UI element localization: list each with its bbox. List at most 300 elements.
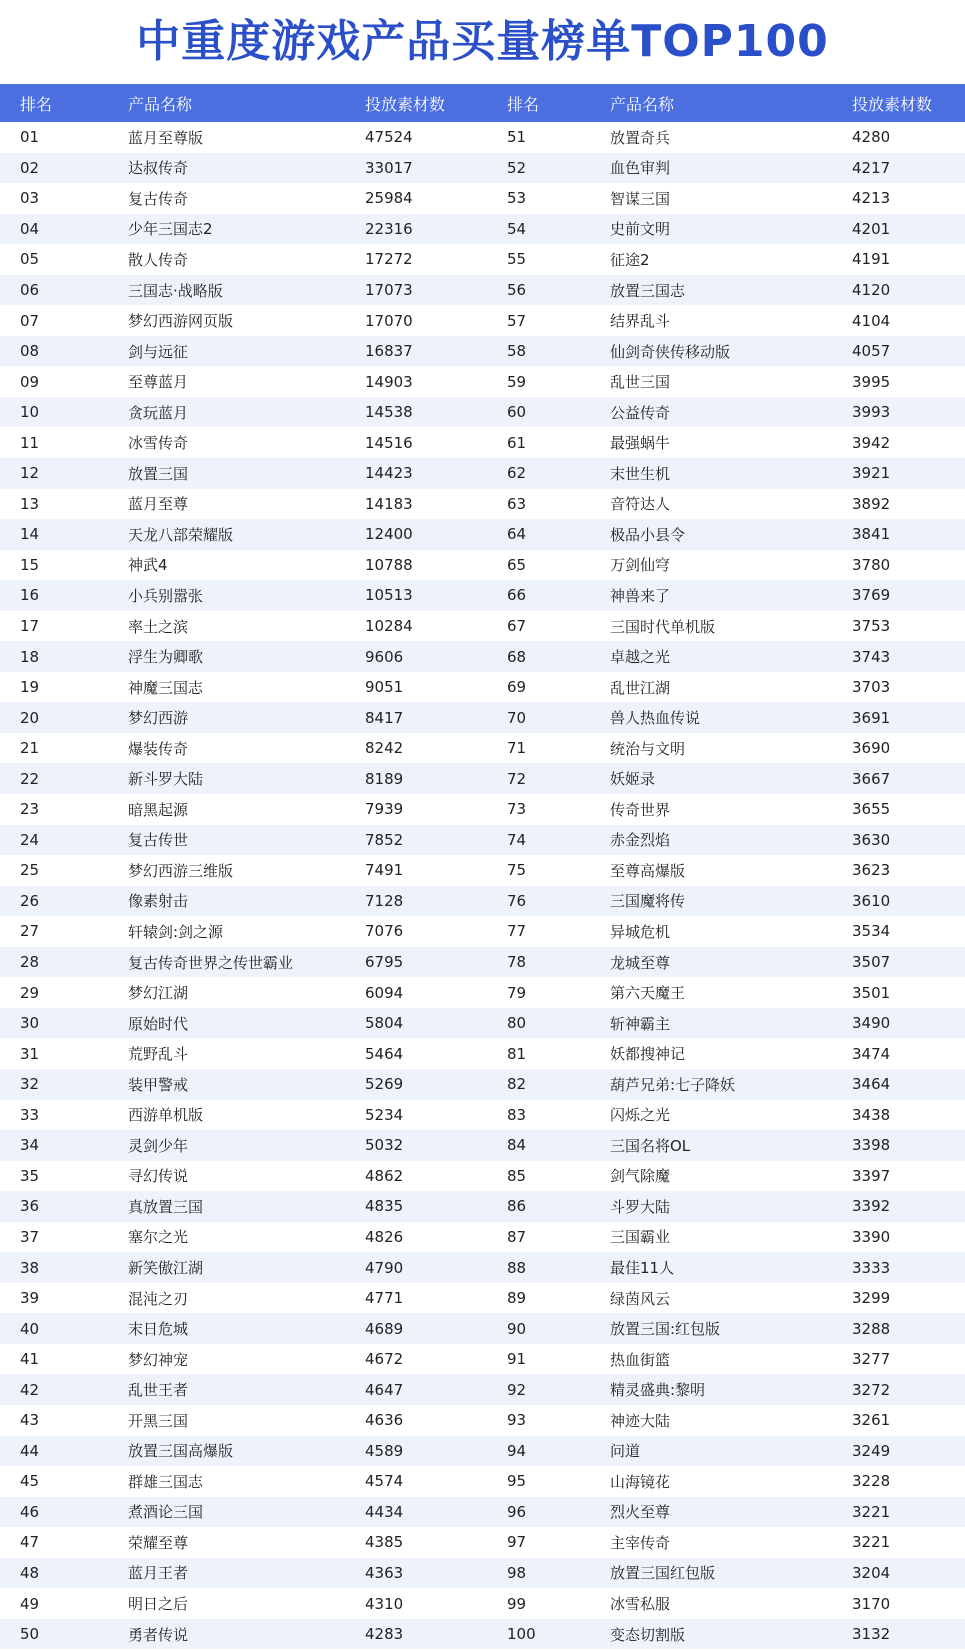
product-name-cell: 妖姬录	[610, 770, 656, 789]
material-count-cell: 14516	[365, 433, 413, 452]
product-name-cell: 像素射击	[128, 892, 189, 911]
rank-cell: 37	[20, 1227, 40, 1246]
rank-cell: 97	[507, 1533, 527, 1552]
material-count-cell: 47524	[365, 128, 413, 147]
table-row	[0, 214, 482, 245]
product-name-cell: 问道	[610, 1442, 641, 1461]
material-count-cell: 3490	[852, 1014, 891, 1033]
product-name-cell: 轩辕剑:剑之源	[128, 922, 224, 941]
product-name-cell: 放置三国红包版	[610, 1564, 716, 1583]
product-name-cell: 装甲警戒	[128, 1075, 189, 1094]
material-count-cell: 3474	[852, 1044, 891, 1063]
material-count-cell: 3921	[852, 464, 891, 483]
material-count-cell: 4862	[365, 1166, 404, 1185]
rank-cell: 34	[20, 1136, 40, 1155]
material-count-cell: 14183	[365, 494, 413, 513]
rank-cell: 23	[20, 800, 40, 819]
table-row	[0, 1436, 482, 1467]
table-row	[482, 1252, 965, 1283]
rank-cell: 22	[20, 769, 40, 788]
product-name-cell: 烈火至尊	[610, 1503, 671, 1522]
rank-cell: 12	[20, 464, 40, 483]
table-row	[0, 427, 482, 458]
product-name-cell: 开黑三国	[128, 1411, 189, 1430]
table-row	[0, 458, 482, 489]
rank-cell: 94	[507, 1441, 527, 1460]
rank-cell: 55	[507, 250, 527, 269]
product-name-cell: 荣耀至尊	[128, 1533, 189, 1552]
rank-cell: 98	[507, 1563, 527, 1582]
material-count-cell: 3464	[852, 1075, 891, 1094]
table-row	[482, 336, 965, 367]
rank-cell: 45	[20, 1472, 40, 1491]
material-count-cell: 22316	[365, 219, 413, 238]
material-count-cell: 3261	[852, 1411, 891, 1430]
rank-cell: 42	[20, 1380, 40, 1399]
table-row	[0, 1497, 482, 1528]
rank-cell: 48	[20, 1563, 40, 1582]
product-name-cell: 放置三国志	[610, 281, 686, 300]
header-name: 产品名称	[128, 94, 193, 114]
product-name-cell: 天龙八部荣耀版	[128, 525, 234, 544]
product-name-cell: 三国名将OL	[610, 1136, 691, 1155]
product-name-cell: 寻幻传说	[128, 1167, 189, 1186]
rank-cell: 53	[507, 189, 527, 208]
table-row	[0, 1008, 482, 1039]
product-name-cell: 结界乱斗	[610, 312, 671, 331]
product-name-cell: 神迹大陆	[610, 1411, 671, 1430]
material-count-cell: 7128	[365, 891, 404, 910]
product-name-cell: 真放置三国	[128, 1197, 204, 1216]
product-name-cell: 史前文明	[610, 220, 671, 239]
product-name-cell: 公益传奇	[610, 403, 671, 422]
product-name-cell: 散人传奇	[128, 250, 189, 269]
material-count-cell: 3769	[852, 586, 891, 605]
material-count-cell: 3299	[852, 1289, 891, 1308]
rank-cell: 64	[507, 525, 527, 544]
table-row	[482, 977, 965, 1008]
rank-cell: 57	[507, 311, 527, 330]
material-count-cell: 4835	[365, 1197, 404, 1216]
rank-cell: 17	[20, 617, 40, 636]
material-count-cell: 3398	[852, 1136, 891, 1155]
product-name-cell: 音符达人	[610, 495, 671, 514]
ranking-table	[0, 84, 965, 1649]
material-count-cell: 10284	[365, 617, 413, 636]
table-row	[482, 641, 965, 672]
rank-cell: 05	[20, 250, 40, 269]
material-count-cell: 14538	[365, 403, 413, 422]
product-name-cell: 葫芦兄弟:七子降妖	[610, 1075, 736, 1094]
table-row	[0, 1374, 482, 1405]
table-row	[0, 122, 482, 153]
rank-cell: 81	[507, 1044, 527, 1063]
rank-cell: 46	[20, 1502, 40, 1521]
product-name-cell: 冰雪私服	[610, 1595, 671, 1614]
material-count-cell: 4057	[852, 342, 891, 361]
table-row	[0, 1466, 482, 1497]
table-row	[482, 1466, 965, 1497]
table-row	[0, 1130, 482, 1161]
material-count-cell: 3228	[852, 1472, 891, 1491]
table-row	[482, 153, 965, 184]
table-row	[0, 733, 482, 764]
table-row	[0, 702, 482, 733]
material-count-cell: 4647	[365, 1380, 404, 1399]
material-count-cell: 4574	[365, 1472, 404, 1491]
product-name-cell: 热血街篮	[610, 1350, 671, 1369]
product-name-cell: 贪玩蓝月	[128, 403, 189, 422]
table-row	[0, 1252, 482, 1283]
product-name-cell: 万剑仙穹	[610, 556, 671, 575]
rank-cell: 71	[507, 739, 527, 758]
table-row	[482, 1619, 965, 1650]
material-count-cell: 3132	[852, 1625, 891, 1644]
rank-cell: 49	[20, 1594, 40, 1613]
table-row	[0, 1558, 482, 1589]
material-count-cell: 7852	[365, 830, 404, 849]
table-row	[0, 366, 482, 397]
table-row	[482, 1161, 965, 1192]
table-row	[482, 550, 965, 581]
material-count-cell: 5234	[365, 1105, 404, 1124]
material-count-cell: 3204	[852, 1563, 891, 1582]
page-title: 中重度游戏产品买量榜单TOP100	[136, 16, 829, 67]
rank-cell: 08	[20, 342, 40, 361]
product-name-cell: 精灵盛典:黎明	[610, 1381, 706, 1400]
table-header	[0, 84, 482, 122]
table-row	[482, 1008, 965, 1039]
ranking-column-right	[482, 84, 965, 1649]
rank-cell: 32	[20, 1075, 40, 1094]
rank-cell: 28	[20, 953, 40, 972]
material-count-cell: 4201	[852, 219, 891, 238]
material-count-cell: 3630	[852, 830, 891, 849]
product-name-cell: 蓝月王者	[128, 1564, 189, 1583]
table-row	[0, 489, 482, 520]
table-row	[0, 886, 482, 917]
product-name-cell: 冰雪传奇	[128, 434, 189, 453]
rank-cell: 66	[507, 586, 527, 605]
material-count-cell: 10513	[365, 586, 413, 605]
product-name-cell: 血色审判	[610, 159, 671, 178]
table-row	[0, 305, 482, 336]
rank-cell: 51	[507, 128, 527, 147]
rank-cell: 43	[20, 1411, 40, 1430]
product-name-cell: 三国时代单机版	[610, 617, 716, 636]
rank-cell: 84	[507, 1136, 527, 1155]
material-count-cell: 4213	[852, 189, 891, 208]
table-row	[0, 1191, 482, 1222]
product-name-cell: 妖都搜神记	[610, 1045, 686, 1064]
rank-cell: 52	[507, 158, 527, 177]
product-name-cell: 兽人热血传说	[610, 709, 701, 728]
rank-cell: 33	[20, 1105, 40, 1124]
rank-cell: 79	[507, 983, 527, 1002]
product-name-cell: 神魔三国志	[128, 678, 204, 697]
table-row	[482, 366, 965, 397]
table-row	[482, 947, 965, 978]
product-name-cell: 复古传奇世界之传世霸业	[128, 953, 294, 972]
rank-cell: 63	[507, 494, 527, 513]
table-row	[0, 519, 482, 550]
material-count-cell: 3623	[852, 861, 891, 880]
table-row	[482, 1191, 965, 1222]
table-row	[482, 1344, 965, 1375]
header-rank: 排名	[507, 94, 540, 114]
product-name-cell: 群雄三国志	[128, 1472, 204, 1491]
material-count-cell: 3995	[852, 372, 891, 391]
product-name-cell: 变态切割版	[610, 1625, 686, 1644]
table-row	[482, 489, 965, 520]
rank-cell: 44	[20, 1441, 40, 1460]
rank-cell: 68	[507, 647, 527, 666]
table-row	[0, 397, 482, 428]
rank-cell: 25	[20, 861, 40, 880]
product-name-cell: 新笑傲江湖	[128, 1259, 204, 1277]
product-name-cell: 至尊蓝月	[128, 373, 189, 392]
rank-cell: 14	[20, 525, 40, 544]
table-row	[0, 183, 482, 214]
material-count-cell: 7491	[365, 861, 404, 880]
product-name-cell: 达叔传奇	[128, 159, 189, 178]
material-count-cell: 4689	[365, 1319, 404, 1338]
material-count-cell: 4385	[365, 1533, 404, 1552]
product-name-cell: 荒野乱斗	[128, 1045, 189, 1064]
table-row	[482, 1283, 965, 1314]
rank-cell: 36	[20, 1197, 40, 1216]
product-name-cell: 梦幻江湖	[128, 984, 189, 1003]
product-name-cell: 异城危机	[610, 922, 671, 941]
product-name-cell: 龙城至尊	[610, 953, 671, 972]
rank-cell: 15	[20, 555, 40, 574]
rank-cell: 60	[507, 403, 527, 422]
table-header	[482, 84, 965, 122]
material-count-cell: 3993	[852, 403, 891, 422]
rank-cell: 18	[20, 647, 40, 666]
table-row	[482, 1527, 965, 1558]
product-name-cell: 绿茵风云	[610, 1289, 671, 1308]
rank-cell: 77	[507, 922, 527, 941]
rank-cell: 47	[20, 1533, 40, 1552]
material-count-cell: 16837	[365, 342, 413, 361]
material-count-cell: 4771	[365, 1289, 404, 1308]
table-row	[0, 1313, 482, 1344]
rank-cell: 29	[20, 983, 40, 1002]
table-row	[482, 611, 965, 642]
rank-cell: 20	[20, 708, 40, 727]
product-name-cell: 三国霸业	[610, 1228, 671, 1247]
table-row	[482, 580, 965, 611]
product-name-cell: 仙剑奇侠传移动版	[610, 342, 731, 361]
table-row	[482, 1130, 965, 1161]
product-name-cell: 爆装传奇	[128, 739, 189, 758]
rank-cell: 75	[507, 861, 527, 880]
table-row	[482, 1313, 965, 1344]
material-count-cell: 3221	[852, 1533, 891, 1552]
product-name-cell: 梦幻神宠	[128, 1350, 189, 1369]
table-row	[0, 855, 482, 886]
rank-cell: 93	[507, 1411, 527, 1430]
material-count-cell: 4672	[365, 1350, 404, 1369]
rank-cell: 92	[507, 1380, 527, 1399]
product-name-cell: 山海镜花	[610, 1472, 671, 1491]
material-count-cell: 10788	[365, 555, 413, 574]
material-count-cell: 4790	[365, 1258, 404, 1277]
material-count-cell: 14423	[365, 464, 413, 483]
product-name-cell: 放置三国:红包版	[610, 1320, 721, 1339]
header-count: 投放素材数	[365, 94, 446, 114]
product-name-cell: 统治与文明	[610, 739, 686, 758]
table-row	[0, 1344, 482, 1375]
header-rank: 排名	[20, 94, 53, 114]
material-count-cell: 3272	[852, 1380, 891, 1399]
rank-cell: 06	[20, 281, 40, 299]
material-count-cell: 7076	[365, 922, 404, 941]
table-row	[482, 763, 965, 794]
material-count-cell: 9606	[365, 647, 404, 666]
material-count-cell: 3390	[852, 1227, 891, 1246]
material-count-cell: 3534	[852, 922, 891, 941]
table-row	[0, 1222, 482, 1253]
material-count-cell: 17272	[365, 250, 413, 269]
product-name-cell: 梦幻西游三维版	[128, 861, 234, 880]
product-name-cell: 混沌之刃	[128, 1289, 189, 1308]
table-row	[482, 886, 965, 917]
table-row	[0, 1405, 482, 1436]
material-count-cell: 4826	[365, 1227, 404, 1246]
material-count-cell: 8189	[365, 769, 404, 788]
rank-cell: 04	[20, 219, 40, 238]
product-name-cell: 末世生机	[610, 464, 671, 483]
table-row	[482, 275, 965, 306]
rank-cell: 19	[20, 678, 40, 697]
product-name-cell: 剑气除魔	[610, 1167, 671, 1186]
material-count-cell: 3780	[852, 555, 891, 574]
table-row	[0, 1038, 482, 1069]
product-name-cell: 西游单机版	[128, 1106, 204, 1125]
table-row	[0, 580, 482, 611]
material-count-cell: 4434	[365, 1502, 404, 1521]
table-row	[482, 1436, 965, 1467]
table-row	[482, 244, 965, 275]
rank-cell: 07	[20, 311, 40, 330]
material-count-cell: 17073	[365, 281, 413, 299]
table-row	[0, 916, 482, 947]
product-name-cell: 放置奇兵	[610, 128, 671, 147]
material-count-cell: 12400	[365, 525, 413, 544]
table-row	[482, 458, 965, 489]
rank-cell: 65	[507, 555, 527, 574]
product-name-cell: 三国志·战略版	[128, 281, 223, 300]
table-row	[0, 1069, 482, 1100]
product-name-cell: 煮酒论三国	[128, 1503, 204, 1522]
material-count-cell: 3942	[852, 433, 891, 452]
material-count-cell: 4363	[365, 1563, 404, 1582]
material-count-cell: 3333	[852, 1258, 891, 1277]
material-count-cell: 5032	[365, 1136, 404, 1155]
material-count-cell: 3392	[852, 1197, 891, 1216]
material-count-cell: 3691	[852, 708, 891, 727]
material-count-cell: 3841	[852, 525, 891, 544]
product-name-cell: 梦幻西游	[128, 709, 189, 728]
product-name-cell: 剑与远征	[128, 342, 189, 361]
material-count-cell: 8417	[365, 708, 404, 727]
rank-cell: 11	[20, 433, 40, 452]
product-name-cell: 原始时代	[128, 1014, 189, 1033]
rank-cell: 31	[20, 1044, 40, 1063]
product-name-cell: 卓越之光	[610, 648, 671, 667]
table-row	[482, 733, 965, 764]
table-row	[0, 1527, 482, 1558]
product-name-cell: 复古传奇	[128, 189, 189, 208]
product-name-cell: 最佳11人	[610, 1259, 675, 1277]
material-count-cell: 14903	[365, 372, 413, 391]
rank-cell: 72	[507, 769, 527, 788]
rank-cell: 100	[507, 1625, 536, 1644]
material-count-cell: 3667	[852, 769, 891, 788]
rank-cell: 01	[20, 128, 40, 147]
table-row	[482, 397, 965, 428]
table-row	[482, 1374, 965, 1405]
product-name-cell: 至尊高爆版	[610, 861, 686, 880]
table-row	[482, 1222, 965, 1253]
table-row	[482, 1558, 965, 1589]
material-count-cell: 33017	[365, 158, 413, 177]
product-name-cell: 三国魔将传	[610, 892, 686, 911]
product-name-cell: 传奇世界	[610, 800, 671, 819]
product-name-cell: 蓝月至尊版	[128, 128, 204, 147]
rank-cell: 74	[507, 830, 527, 849]
table-row	[0, 550, 482, 581]
table-row	[0, 275, 482, 306]
table-row	[482, 1405, 965, 1436]
product-name-cell: 放置三国	[128, 464, 189, 483]
rank-cell: 73	[507, 800, 527, 819]
material-count-cell: 3397	[852, 1166, 891, 1185]
rank-cell: 85	[507, 1166, 527, 1185]
product-name-cell: 暗黑起源	[128, 800, 189, 819]
table-row	[0, 611, 482, 642]
material-count-cell: 6094	[365, 983, 404, 1002]
material-count-cell: 4120	[852, 281, 891, 299]
rank-cell: 10	[20, 403, 40, 422]
rank-cell: 24	[20, 830, 40, 849]
table-row	[482, 519, 965, 550]
table-row	[482, 672, 965, 703]
table-row	[482, 305, 965, 336]
rank-cell: 96	[507, 1502, 527, 1521]
product-name-cell: 明日之后	[128, 1595, 189, 1614]
product-name-cell: 乱世江湖	[610, 678, 671, 697]
material-count-cell: 25984	[365, 189, 413, 208]
table-row	[482, 183, 965, 214]
material-count-cell: 3501	[852, 983, 891, 1002]
table-row	[482, 1069, 965, 1100]
product-name-cell: 极品小县令	[610, 525, 686, 544]
material-count-cell: 4280	[852, 128, 891, 147]
table-row	[482, 794, 965, 825]
rank-cell: 35	[20, 1166, 40, 1185]
product-name-cell: 蓝月至尊	[128, 495, 189, 514]
material-count-cell: 17070	[365, 311, 413, 330]
rank-cell: 91	[507, 1350, 527, 1369]
table-row	[0, 1161, 482, 1192]
product-name-cell: 灵剑少年	[128, 1136, 189, 1155]
table-row	[482, 427, 965, 458]
table-row	[0, 641, 482, 672]
material-count-cell: 4104	[852, 311, 891, 330]
